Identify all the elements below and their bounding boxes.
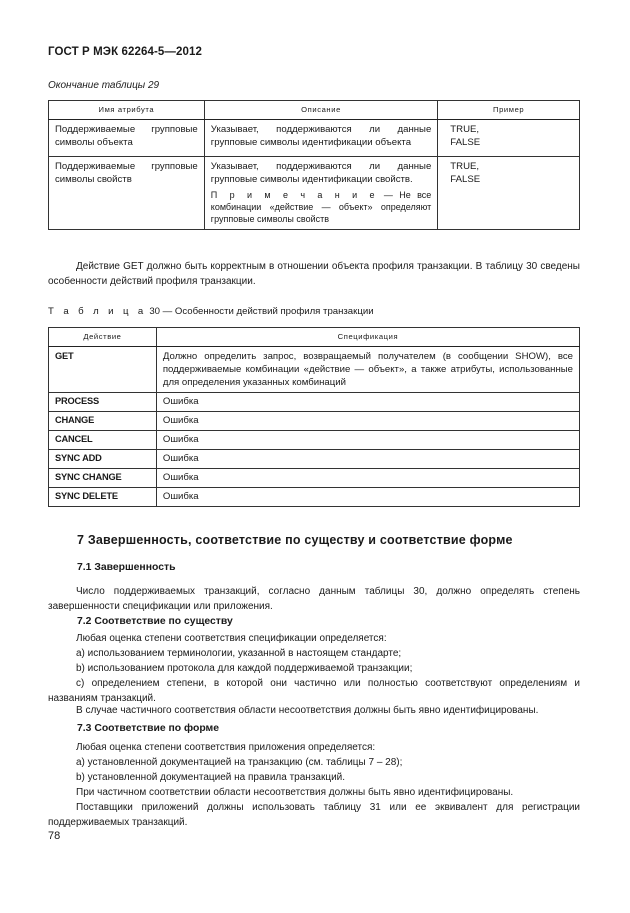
table-row	[49, 450, 580, 469]
section-7-heading: 7 Завершенность, соответствие по существу и соответствие форме	[77, 533, 513, 547]
table-row	[49, 157, 580, 230]
table-title: 30 — Особенности действий профиля транзакции	[146, 306, 374, 317]
description-text: Указывает, поддерживаются ли данные групповые символы идентификации свойств.	[210, 161, 432, 185]
table-row	[49, 347, 580, 393]
example-value: FALSE	[450, 173, 481, 185]
document-header: ГОСТ Р МЭК 62264-5—2012	[48, 46, 202, 58]
example-value: TRUE,	[450, 161, 480, 172]
table-row	[49, 393, 580, 412]
table-header-row	[49, 101, 580, 120]
attribute-description: Указывает, поддерживаются ли данные групповые символы идентификации объекта	[204, 120, 438, 157]
column-header: Пример	[438, 101, 580, 120]
section-7-2-closing: В случае частичного соответствия области несоответствия должны быть явно идентифицированы.	[76, 705, 539, 716]
table-header-row	[49, 328, 580, 347]
list-item: b) установленной документацией на правила транзакций.	[76, 772, 346, 783]
table-row	[49, 431, 580, 450]
section-7-1-heading: 7.1 Завершенность	[77, 562, 176, 573]
action-name: CHANGE	[49, 412, 157, 431]
section-7-3-closing: При частичном соответствии области несоответствия должны быть явно идентифицированы.	[76, 787, 514, 798]
action-name: SYNC DELETE	[49, 488, 157, 507]
page-number: 78	[48, 830, 61, 842]
note-text: — Не все комбинации «действие — объект» определяют групповые символы свойств	[210, 190, 432, 224]
action-spec: Должно определить запрос, возвращаемый получателем (в сообщении SHOW), все поддерживаемые комбинации «действие — объект», а также атрибуты, использованные для определения указанных комбинаций	[156, 347, 579, 393]
table-30-caption	[48, 306, 374, 317]
attribute-name: Поддерживаемые групповые символы свойств	[49, 157, 205, 230]
column-header: Действие	[49, 328, 157, 347]
section-7-2-heading: 7.2 Соответствие по существу	[77, 616, 233, 627]
table-30	[48, 327, 580, 507]
list-item: b) использованием протокола для каждой поддерживаемой транзакции;	[76, 663, 413, 674]
attribute-example	[438, 157, 580, 230]
list-item: c) определением степени, в которой они частично или полностью соответствуют определениям и названиям транзакций.	[48, 678, 580, 704]
action-spec: Ошибка	[156, 450, 579, 469]
note	[211, 189, 432, 225]
section-7-3-intro: Любая оценка степени соответствия приложения определяется:	[76, 742, 376, 753]
section-7-2-intro: Любая оценка степени соответствия спецификации определяется:	[76, 633, 387, 644]
action-name: GET	[49, 347, 157, 393]
attribute-name: Поддерживаемые групповые символы объекта	[49, 120, 205, 157]
section-7-1-text: Число поддерживаемых транзакций, согласно данным таблицы 30, должно определять степень завершенности спецификации или приложения.	[48, 586, 580, 612]
section-7-3-closing: Поставщики приложений должны использовать таблицу 31 или ее эквивалент для регистрации поддерживаемых транзакций.	[48, 802, 580, 828]
table-label: Т а б л и ц а	[48, 306, 147, 317]
action-name: PROCESS	[49, 393, 157, 412]
table-row	[49, 488, 580, 507]
column-header: Имя атрибута	[49, 101, 205, 120]
example-value: FALSE	[450, 136, 481, 148]
action-spec: Ошибка	[156, 488, 579, 507]
table-row	[49, 412, 580, 431]
table-row	[49, 469, 580, 488]
section-7-3-heading: 7.3 Соответствие по форме	[77, 723, 219, 734]
attribute-description	[204, 157, 438, 230]
action-spec: Ошибка	[156, 393, 579, 412]
list-item: a) установленной документацией на транзакцию (см. таблицы 7 – 28);	[76, 757, 403, 768]
action-spec: Ошибка	[156, 469, 579, 488]
paragraph-get: Действие GET должно быть корректным в отношении объекта профиля транзакции. В таблицу 30 сведены особенности действий профиля транзакции.	[48, 261, 580, 287]
column-header: Описание	[204, 101, 438, 120]
column-header: Спецификация	[156, 328, 579, 347]
action-name: SYNC CHANGE	[49, 469, 157, 488]
list-item: a) использованием терминологии, указанной в настоящем стандарте;	[76, 648, 402, 659]
action-spec: Ошибка	[156, 431, 579, 450]
table-29-caption: Окончание таблицы 29	[48, 80, 160, 91]
action-spec: Ошибка	[156, 412, 579, 431]
note-label: П р и м е ч а н и е	[210, 190, 378, 200]
table-row	[49, 120, 580, 157]
action-name: SYNC ADD	[49, 450, 157, 469]
example-value: TRUE,	[450, 124, 480, 135]
action-name: CANCEL	[49, 431, 157, 450]
attribute-example	[438, 120, 580, 157]
table-29	[48, 100, 580, 230]
